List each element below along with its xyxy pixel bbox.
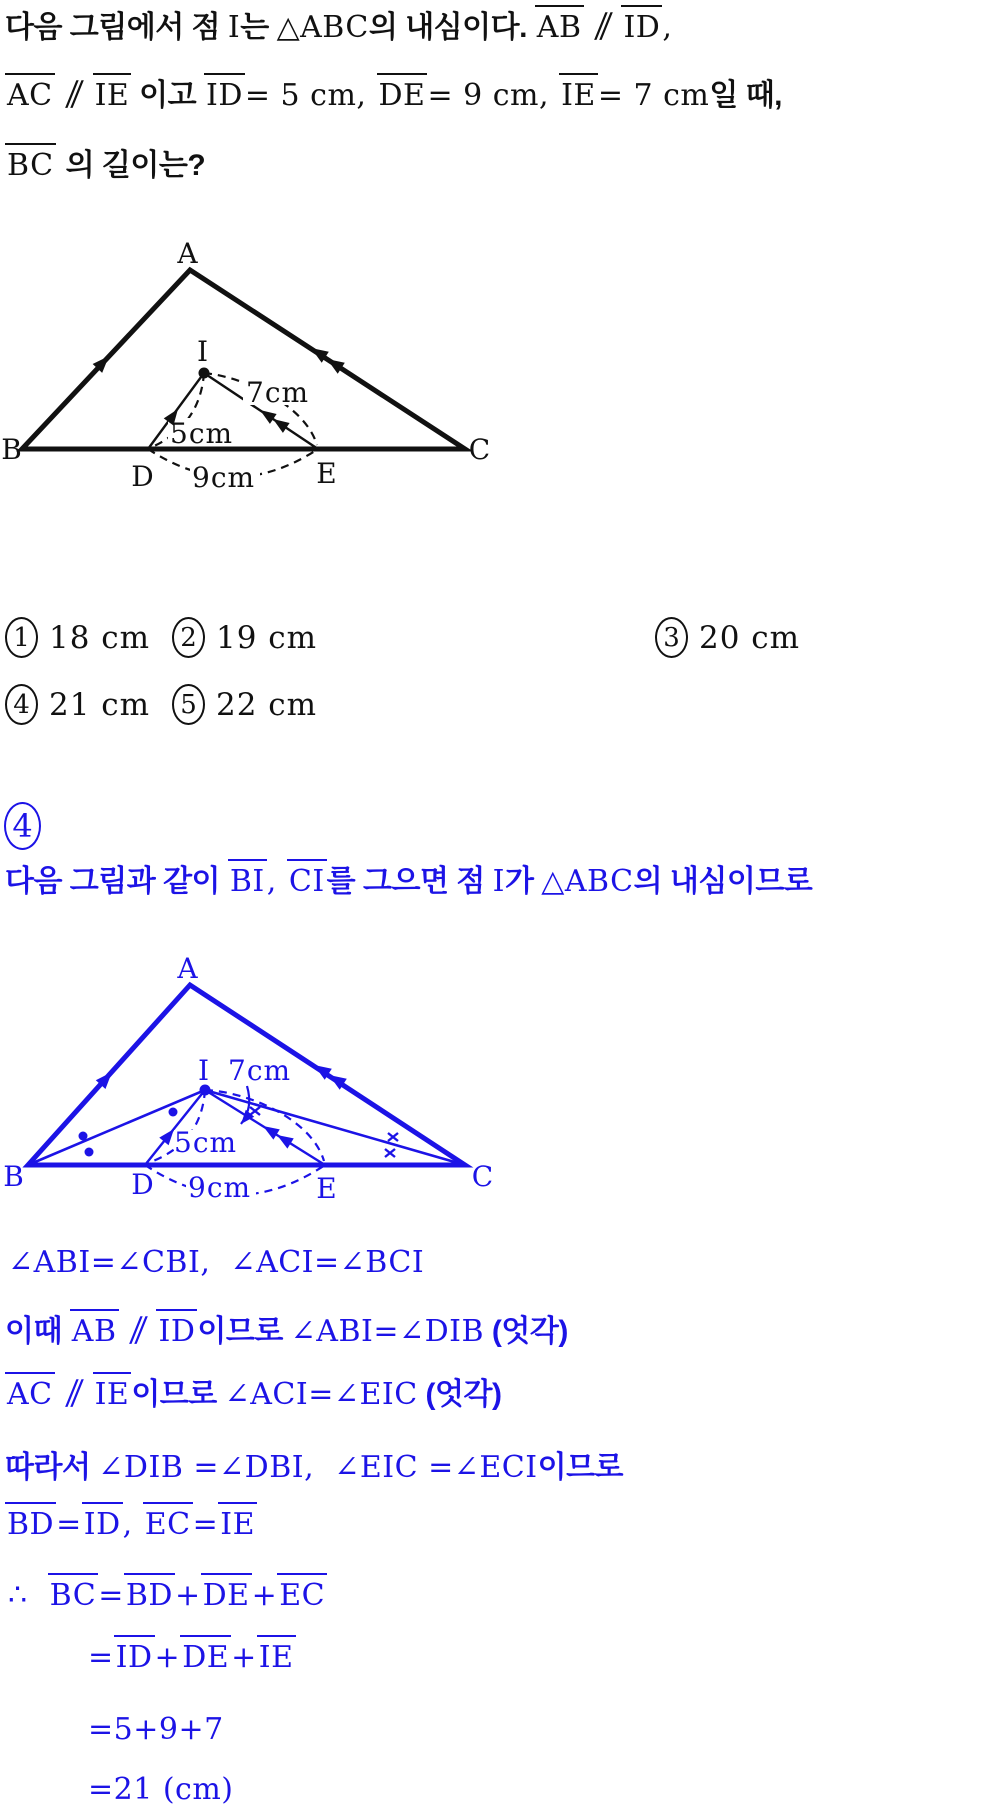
incenter-label-i-blue: I <box>197 1054 211 1087</box>
text-segment: 따라서 <box>5 1451 99 1484</box>
incenter-point <box>199 368 210 379</box>
text-segment: ∥ <box>59 78 88 113</box>
vertex-label-b-blue: B <box>3 1160 25 1193</box>
text-segment: , <box>122 1507 143 1542</box>
text-segment: ∠ACI=∠EIC <box>224 1377 418 1412</box>
vertex-label-b: B <box>1 433 23 466</box>
text-segment: 는 <box>240 11 277 44</box>
text-segment: DE <box>201 1573 252 1613</box>
option-1 <box>5 617 150 658</box>
text-segment: IE <box>257 1635 296 1675</box>
text-segment: EC <box>143 1502 193 1542</box>
text-segment: 의 길이는? <box>65 149 206 182</box>
text-segment: = <box>56 1507 82 1542</box>
cevians-bi-ci <box>28 1090 465 1165</box>
option-5 <box>172 684 317 725</box>
text-segment: 다음 그림에서 점 <box>5 11 228 44</box>
text-segment: = <box>98 1578 124 1613</box>
text-segment: 내심이다. <box>405 11 535 44</box>
text-segment: △ABC <box>276 10 369 45</box>
text-segment: ∥ <box>59 1377 88 1412</box>
option-3-label: 20 cm <box>699 619 801 656</box>
solution-line-ab-id <box>5 1312 568 1351</box>
text-segment: AC <box>5 73 55 113</box>
option-2 <box>172 617 317 658</box>
length-label-9cm-blue: 9cm <box>188 1171 252 1204</box>
text-segment: ID <box>156 1309 197 1349</box>
text-segment: BC <box>48 1573 99 1613</box>
problem-line-3 <box>5 146 205 185</box>
triangle-abc <box>22 270 465 449</box>
text-segment <box>56 148 66 183</box>
solution-line-bd-id-ec-ie <box>5 1505 257 1544</box>
text-segment: DE <box>180 1635 231 1675</box>
text-segment: EC <box>277 1573 327 1613</box>
text-segment: ∠DIB =∠DBI, ∠EIC =∠ECI <box>98 1450 538 1485</box>
text-segment: IE <box>93 73 132 113</box>
text-segment: + <box>251 1578 278 1613</box>
text-segment: AB <box>535 5 584 45</box>
angle-cross-aci <box>388 1133 398 1141</box>
answer-number: 4 <box>4 802 41 850</box>
option-5-number: 5 <box>172 684 205 725</box>
text-segment: AC <box>5 1372 55 1412</box>
text-segment: 의 내심이므로 <box>633 865 813 898</box>
answer-marker <box>4 802 41 850</box>
solution-line-bc-sum <box>8 1576 327 1615</box>
text-segment: 다음 그림과 같이 <box>5 865 228 898</box>
solution-intro <box>5 862 812 901</box>
text-segment: ∥ <box>588 10 617 45</box>
text-segment: 가 <box>504 865 542 898</box>
text-segment: + <box>231 1640 257 1675</box>
problem-triangle-diagram <box>0 205 510 500</box>
option-4 <box>5 684 150 725</box>
text-segment: ID <box>82 1502 123 1542</box>
text-segment: ID <box>204 73 245 113</box>
text-segment: CI <box>287 859 327 899</box>
text-segment: =21 (cm) <box>88 1772 234 1807</box>
length-label-9cm: 9cm <box>192 461 256 494</box>
option-1-number: 1 <box>5 617 38 658</box>
text-segment: ID <box>621 5 662 45</box>
text-segment: IE <box>559 73 598 113</box>
solution-line-id-de-ie <box>88 1638 296 1677</box>
text-segment: I <box>227 10 241 45</box>
solution-line-5-9-7 <box>88 1710 224 1749</box>
text-segment: (엇각) <box>484 1315 568 1348</box>
text-segment: AB <box>70 1309 119 1349</box>
text-segment: △ABC <box>541 864 634 899</box>
text-segment: = 7 cm <box>597 78 710 113</box>
angle-cross-icb <box>385 1149 395 1157</box>
option-2-number: 2 <box>172 617 205 658</box>
option-4-label: 21 cm <box>49 686 151 723</box>
solution-line-result <box>88 1770 234 1809</box>
vertex-label-c-blue: C <box>471 1160 495 1193</box>
solution-triangle-diagram <box>0 940 515 1220</box>
text-segment: IE <box>93 1372 132 1412</box>
point-label-e-blue: E <box>316 1172 338 1205</box>
text-segment: = <box>88 1640 114 1675</box>
option-2-label: 19 cm <box>216 619 318 656</box>
text-segment: (엇각) <box>417 1378 502 1411</box>
arrow-ei-2-blue <box>260 1121 280 1140</box>
text-segment: = 5 cm, <box>244 78 377 113</box>
angle-dot-ibc <box>85 1148 94 1157</box>
text-segment: 이므로 <box>197 1315 291 1348</box>
option-3 <box>655 617 800 658</box>
point-label-e: E <box>316 457 338 490</box>
text-segment: , <box>662 10 673 45</box>
text-segment: + <box>154 1640 181 1675</box>
text-segment: BD <box>124 1573 175 1613</box>
vertex-label-a-blue: A <box>177 952 199 985</box>
solution-line-therefore-angles <box>5 1448 623 1487</box>
text-segment: ∠ABI=∠CBI, ∠ACI=∠BCI <box>8 1245 425 1280</box>
text-segment: 이므로 <box>131 1378 225 1411</box>
text-segment: BC <box>5 143 56 183</box>
vertex-label-c: C <box>468 433 492 466</box>
text-segment: = 9 cm, <box>427 78 560 113</box>
text-segment: =5+9+7 <box>88 1712 224 1747</box>
point-label-d: D <box>131 460 155 493</box>
text-segment: 이므로 <box>537 1451 624 1484</box>
text-segment: I <box>492 864 505 899</box>
length-label-5cm-blue: 5cm <box>174 1126 238 1159</box>
angle-dot-dib <box>169 1108 178 1117</box>
text-segment: = <box>192 1507 219 1542</box>
text-segment: , <box>266 864 287 899</box>
text-segment: BD <box>5 1502 56 1542</box>
text-segment: ∥ <box>123 1314 152 1349</box>
length-label-7cm: 7cm <box>246 376 310 409</box>
option-4-number: 4 <box>5 684 38 725</box>
incenter-label-i: I <box>196 335 210 368</box>
text-segment: 의 <box>368 11 406 44</box>
length-label-7cm-blue: 7cm <box>228 1054 292 1087</box>
text-segment: 일 때, <box>709 79 783 112</box>
text-segment: 를 그으면 점 <box>326 865 493 898</box>
problem-line-1 <box>5 8 672 47</box>
vertex-label-a: A <box>177 237 199 270</box>
text-segment: 이고 <box>131 79 204 112</box>
option-5-label: 22 cm <box>216 686 318 723</box>
angle-cross-eic <box>250 1107 260 1115</box>
option-1-label: 18 cm <box>49 619 151 656</box>
text-segment: BI <box>228 859 267 899</box>
solution-line-ac-ie <box>5 1375 501 1414</box>
angle-dot-abi <box>79 1132 88 1141</box>
text-segment: ∠ABI=∠DIB <box>290 1314 485 1349</box>
point-label-d-blue: D <box>131 1168 155 1201</box>
option-3-number: 3 <box>655 617 688 658</box>
text-segment: ∴ <box>8 1578 48 1613</box>
solution-line-angles <box>8 1243 424 1282</box>
text-segment: IE <box>218 1502 257 1542</box>
text-segment: DE <box>377 73 428 113</box>
text-segment: 이때 <box>5 1315 70 1348</box>
text-segment: ID <box>114 1635 155 1675</box>
text-segment: + <box>174 1578 201 1613</box>
length-label-5cm: 5cm <box>170 417 234 450</box>
problem-line-2 <box>5 76 782 115</box>
